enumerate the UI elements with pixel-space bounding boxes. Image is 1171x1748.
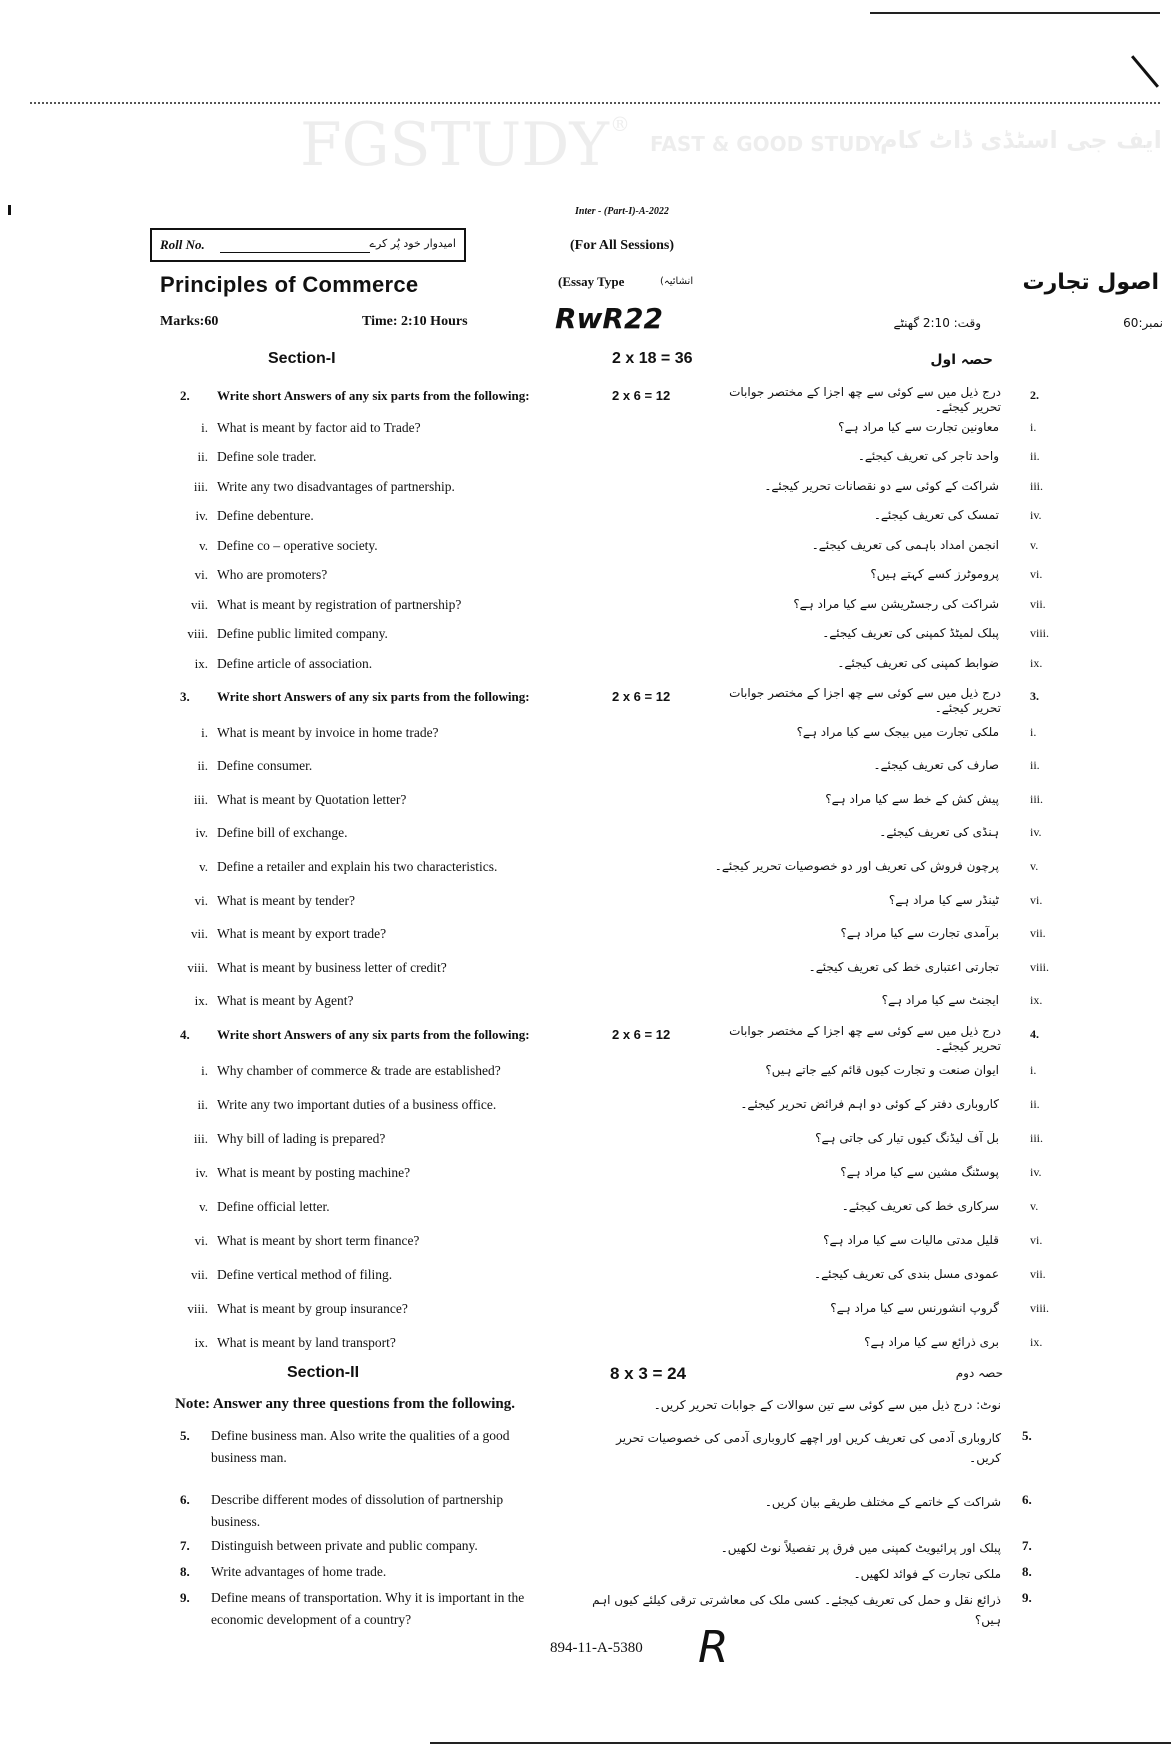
part-question: What is meant by export trade? <box>217 926 387 941</box>
part-number-urdu: i. <box>1030 420 1037 434</box>
marks-label: Marks:60 <box>160 314 219 329</box>
part-number: ix. <box>194 993 208 1008</box>
part-question-urdu: شراکت کی رجسٹریشن سے کیا مراد ہے؟ <box>793 597 999 611</box>
question-number-urdu: 8. <box>1022 1564 1032 1579</box>
question-text-urdu-block <box>581 1590 1001 1630</box>
part-question-urdu: پروموٹرز کسے کہتے ہیں؟ <box>870 567 999 581</box>
paper-code: Inter - (Part-I)-A-2022 <box>575 206 669 217</box>
question-marks: 2 x 6 = 12 <box>612 689 671 704</box>
question-number-urdu: 9. <box>1022 1590 1032 1605</box>
part-question-urdu: ایجنٹ سے کیا مراد ہے؟ <box>881 993 999 1007</box>
question-text: business. <box>211 1514 261 1529</box>
part-number-urdu: i. <box>1030 725 1037 739</box>
part-number: viii. <box>187 626 208 641</box>
part-number: iv. <box>195 508 208 523</box>
time-label-urdu: وقت: 2:10 گھنٹے <box>893 316 981 330</box>
part-number: iii. <box>193 792 208 807</box>
part-question: What is meant by Quotation letter? <box>217 792 407 807</box>
scan-mark <box>1131 55 1159 88</box>
essay-type-urdu: انشائیہ) <box>660 276 694 287</box>
part-number: iv. <box>195 1165 208 1180</box>
part-number: iv. <box>195 825 208 840</box>
part-question-urdu: پبلک لمیٹڈ کمپنی کی تعریف کیجئے۔ <box>822 626 999 640</box>
part-number-urdu: vii. <box>1030 1267 1046 1281</box>
part-number: i. <box>201 420 208 435</box>
section-2-marks: 8 x 3 = 24 <box>610 1364 687 1383</box>
section-1-title-urdu: حصہ اول <box>930 352 993 368</box>
question-number: 5. <box>180 1428 190 1443</box>
part-number-urdu: ix. <box>1030 1335 1043 1349</box>
part-number-urdu: ii. <box>1030 449 1040 463</box>
part-question: What is meant by business letter of credit? <box>217 960 447 975</box>
part-question-urdu: ایوان صنعت و تجارت کیوں قائم کیے جاتے ہیں؟ <box>765 1063 999 1077</box>
part-question-urdu: انجمن امداد باہمی کی تعریف کیجئے۔ <box>811 538 999 552</box>
question-text-urdu: پبلک اور پرائیویٹ کمپنی میں فرق پر تفصیلاً نوٹ لکھیں۔ <box>720 1541 1001 1555</box>
question-prompt: Write short Answers of any six parts from the following: <box>217 689 530 704</box>
part-question-urdu: ٹینڈر سے کیا مراد ہے؟ <box>888 893 999 907</box>
part-question: What is meant by posting machine? <box>217 1165 411 1180</box>
part-number: ii. <box>197 1097 208 1112</box>
roll-blank <box>220 252 370 253</box>
part-question: Why chamber of commerce & trade are established? <box>217 1063 501 1078</box>
question-text: Describe different modes of dissolution of partnership <box>211 1492 504 1507</box>
part-question-urdu: پیش کش کے خط سے کیا مراد ہے؟ <box>825 792 999 806</box>
part-question: Define public limited company. <box>217 626 388 641</box>
question-number-urdu: 7. <box>1022 1538 1032 1553</box>
part-question-urdu: معاونین تجارت سے کیا مراد ہے؟ <box>838 420 999 434</box>
part-number: i. <box>201 725 208 740</box>
question-number: 9. <box>180 1590 190 1605</box>
part-question-urdu: ہنڈی کی تعریف کیجئے۔ <box>879 825 999 839</box>
part-question: Define co – operative society. <box>217 538 378 553</box>
part-question: What is meant by Agent? <box>217 993 354 1008</box>
section-2-title: Section-II <box>287 1364 360 1381</box>
question-number: 4. <box>180 1027 190 1042</box>
part-number-urdu: ix. <box>1030 656 1043 670</box>
part-question: Define a retailer and explain his two characteristics. <box>217 859 498 874</box>
part-question: What is meant by registration of partnership? <box>217 597 462 612</box>
part-number-urdu: v. <box>1030 538 1039 552</box>
part-question: What is meant by short term finance? <box>217 1233 420 1248</box>
marks-label-urdu: نمبر:60 <box>1123 316 1163 330</box>
question-number: 8. <box>180 1564 190 1579</box>
part-number-urdu: ix. <box>1030 993 1043 1007</box>
question-number-urdu: 3. <box>1030 689 1039 703</box>
part-number-urdu: i. <box>1030 1063 1037 1077</box>
part-question-urdu: تمسک کی تعریف کیجئے۔ <box>873 508 999 522</box>
section-2-title-urdu: حصہ دوم <box>955 1366 1003 1380</box>
part-question-urdu: ضوابط کمپنی کی تعریف کیجئے۔ <box>837 656 999 670</box>
part-number: vi. <box>194 567 208 582</box>
part-number: vii. <box>191 926 208 941</box>
question-prompt-urdu: درج ذیل میں سے کوئی سے چھ اجزا کے مختصر جوابات تحریر کیجئے۔ <box>729 385 1001 414</box>
question-text: Define means of transportation. Why it is important in the <box>211 1590 525 1605</box>
part-number-urdu: iii. <box>1030 792 1044 806</box>
footer-initial: R <box>698 1622 729 1673</box>
part-number-urdu: vi. <box>1030 893 1043 907</box>
part-question: Define article of association. <box>217 656 373 671</box>
part-question: Define official letter. <box>217 1199 330 1214</box>
question-prompt: Write short Answers of any six parts from the following: <box>217 388 530 403</box>
part-number-urdu: ii. <box>1030 758 1040 772</box>
section-2-note: Note: Answer any three questions from the following. <box>175 1396 515 1412</box>
section-2-note-urdu: نوٹ: درج ذیل میں سے کوئی سے تین سوالات کے جوابات تحریر کریں۔ <box>653 1398 1001 1412</box>
sessions-label: (For All Sessions) <box>570 238 674 253</box>
roll-label: Roll No. <box>160 237 205 252</box>
question-number-urdu: 5. <box>1022 1428 1032 1443</box>
part-number-urdu: iii. <box>1030 479 1044 493</box>
part-question-urdu: تجارتی اعتباری خط کی تعریف کیجئے۔ <box>808 960 999 974</box>
part-question-urdu: کاروباری دفتر کے کوئی دو اہم فرائض تحریر کیجئے۔ <box>740 1097 999 1111</box>
footer-code: 894-11-A-5380 <box>550 1640 643 1656</box>
section-1-marks: 2 x 18 = 36 <box>612 350 693 367</box>
question-text-urdu: ذرائع نقل و حمل کی تعریف کیجئے۔ کسی ملک کی معاشرتی ترقی کیلئے کیوں اہم ہیں؟ <box>592 1593 1001 1627</box>
section-1-title: Section-I <box>268 350 336 367</box>
time-label: Time: 2:10 Hours <box>362 314 468 329</box>
part-number: vi. <box>194 893 208 908</box>
part-question: What is meant by invoice in home trade? <box>217 725 439 740</box>
question-text: business man. <box>211 1450 287 1465</box>
scan-line-top <box>870 12 1160 14</box>
essay-type: (Essay Type <box>558 274 625 289</box>
question-text: Define business man. Also write the qualities of a good <box>211 1428 510 1443</box>
part-number: ii. <box>197 449 208 464</box>
question-text-urdu: کاروباری آدمی کی تعریف کریں اور اچھے کاروباری آدمی کی خصوصیات تحریر <box>616 1431 1001 1445</box>
part-number-urdu: vii. <box>1030 926 1046 940</box>
question-text: Write advantages of home trade. <box>211 1564 387 1579</box>
question-number-urdu: 2. <box>1030 388 1039 402</box>
part-question-urdu: بل آف لیڈنگ کیوں تیار کی جاتی ہے؟ <box>815 1131 999 1145</box>
page-title: Principles of Commerce <box>160 272 419 297</box>
part-question: Write any two disadvantages of partnership. <box>217 479 455 494</box>
part-number: ix. <box>194 1335 208 1350</box>
part-question-urdu: عمودی مسل بندی کی تعریف کیجئے۔ <box>814 1267 999 1281</box>
part-number: vii. <box>191 597 208 612</box>
part-question: Define consumer. <box>217 758 313 773</box>
part-question-urdu: بری ذرائع سے کیا مراد ہے؟ <box>864 1335 999 1349</box>
part-question-urdu: برآمدی تجارت سے کیا مراد ہے؟ <box>840 926 999 940</box>
question-text: economic development of a country? <box>211 1612 412 1627</box>
part-number: viii. <box>187 960 208 975</box>
part-number-urdu: vi. <box>1030 1233 1043 1247</box>
question-marks: 2 x 6 = 12 <box>612 388 671 403</box>
part-question-urdu: پرچون فروش کی تعریف اور دو خصوصیات تحریر کیجئے۔ <box>714 859 999 873</box>
question-number: 2. <box>180 388 190 403</box>
part-question-urdu: گروپ انشورنس سے کیا مراد ہے؟ <box>830 1301 999 1315</box>
part-number: viii. <box>187 1301 208 1316</box>
part-number-urdu: iv. <box>1030 508 1042 522</box>
question-number-urdu: 4. <box>1030 1027 1039 1041</box>
watermark-brand: FGSTUDY <box>300 110 609 180</box>
part-question: Define debenture. <box>217 508 314 523</box>
part-question: What is meant by factor aid to Trade? <box>217 420 421 435</box>
watermark-urdu: ایف جی اسٹڈی ڈاٹ کام <box>880 126 1162 154</box>
part-question-urdu: سرکاری خط کی تعریف کیجئے۔ <box>841 1199 999 1213</box>
question-text-urdu-block <box>581 1428 1001 1468</box>
part-question: Why bill of lading is prepared? <box>217 1131 386 1146</box>
scan-line-bottom <box>430 1742 1171 1744</box>
question-text: Distinguish between private and public company. <box>211 1538 478 1553</box>
scan-dot <box>8 205 11 215</box>
part-number-urdu: ii. <box>1030 1097 1040 1111</box>
part-number: iii. <box>193 479 208 494</box>
question-text-urdu-block <box>581 1564 1001 1584</box>
watermark-tagline: FAST & GOOD STUDY <box>650 132 885 156</box>
part-number: vi. <box>194 1233 208 1248</box>
part-question: Who are promoters? <box>217 567 328 582</box>
part-question: Write any two important duties of a business office. <box>217 1097 497 1112</box>
question-text-urdu-block <box>581 1538 1001 1558</box>
part-question-urdu: شراکت کے کوئی سے دو نقصانات تحریر کیجئے۔ <box>764 479 999 493</box>
page-title-urdu: اصول تجارت <box>1022 270 1159 295</box>
question-number: 3. <box>180 689 190 704</box>
watermark-registered: ® <box>610 112 630 136</box>
part-number: v. <box>199 1199 208 1214</box>
question-text-urdu-block <box>581 1492 1001 1512</box>
scan-dashed-line <box>30 102 1160 104</box>
part-question: What is meant by tender? <box>217 893 355 908</box>
part-question: Define bill of exchange. <box>217 825 348 840</box>
part-number-urdu: vi. <box>1030 567 1043 581</box>
question-text-urdu: شراکت کے خاتمے کے مختلف طریقے بیان کریں۔ <box>764 1495 1001 1509</box>
part-question-urdu: صارف کی تعریف کیجئے۔ <box>873 758 999 772</box>
part-number: ix. <box>194 656 208 671</box>
part-number: v. <box>199 538 208 553</box>
part-number-urdu: viii. <box>1030 1301 1050 1315</box>
question-prompt: Write short Answers of any six parts from the following: <box>217 1027 530 1042</box>
part-question: Define vertical method of filing. <box>217 1267 393 1282</box>
part-question: What is meant by group insurance? <box>217 1301 408 1316</box>
part-number-urdu: iv. <box>1030 825 1042 839</box>
roll-urdu-label: امیدوار خود پُر کرے <box>369 237 456 250</box>
part-question-urdu: قلیل مدتی مالیات سے کیا مراد ہے؟ <box>823 1233 999 1247</box>
part-question: Define sole trader. <box>217 449 317 464</box>
part-number-urdu: viii. <box>1030 960 1050 974</box>
part-number-urdu: iv. <box>1030 1165 1042 1179</box>
question-text-urdu: کریں۔ <box>969 1451 1001 1465</box>
question-number: 6. <box>180 1492 190 1507</box>
roll-number-box <box>150 228 466 262</box>
question-marks: 2 x 6 = 12 <box>612 1027 671 1042</box>
part-number: i. <box>201 1063 208 1078</box>
question-number: 7. <box>180 1538 190 1553</box>
part-number: ii. <box>197 758 208 773</box>
part-number-urdu: v. <box>1030 859 1039 873</box>
part-number-urdu: viii. <box>1030 626 1050 640</box>
part-question-urdu: ملکی تجارت میں بیجک سے کیا مراد ہے؟ <box>796 725 999 739</box>
part-question-urdu: پوسٹنگ مشین سے کیا مراد ہے؟ <box>840 1165 999 1179</box>
question-text-urdu: ملکی تجارت کے فوائد لکھیں۔ <box>853 1567 1001 1581</box>
part-number: iii. <box>193 1131 208 1146</box>
part-number-urdu: vii. <box>1030 597 1046 611</box>
part-question: What is meant by land transport? <box>217 1335 396 1350</box>
question-prompt-urdu: درج ذیل میں سے کوئی سے چھ اجزا کے مختصر جوابات تحریر کیجئے۔ <box>729 686 1001 715</box>
part-number: vii. <box>191 1267 208 1282</box>
part-number-urdu: v. <box>1030 1199 1039 1213</box>
part-number: v. <box>199 859 208 874</box>
question-number-urdu: 6. <box>1022 1492 1032 1507</box>
part-question-urdu: واحد تاجر کی تعریف کیجئے۔ <box>857 449 999 463</box>
part-number-urdu: iii. <box>1030 1131 1044 1145</box>
question-prompt-urdu: درج ذیل میں سے کوئی سے چھ اجزا کے مختصر جوابات تحریر کیجئے۔ <box>729 1024 1001 1053</box>
handwritten-code: RwR22 <box>555 302 663 335</box>
